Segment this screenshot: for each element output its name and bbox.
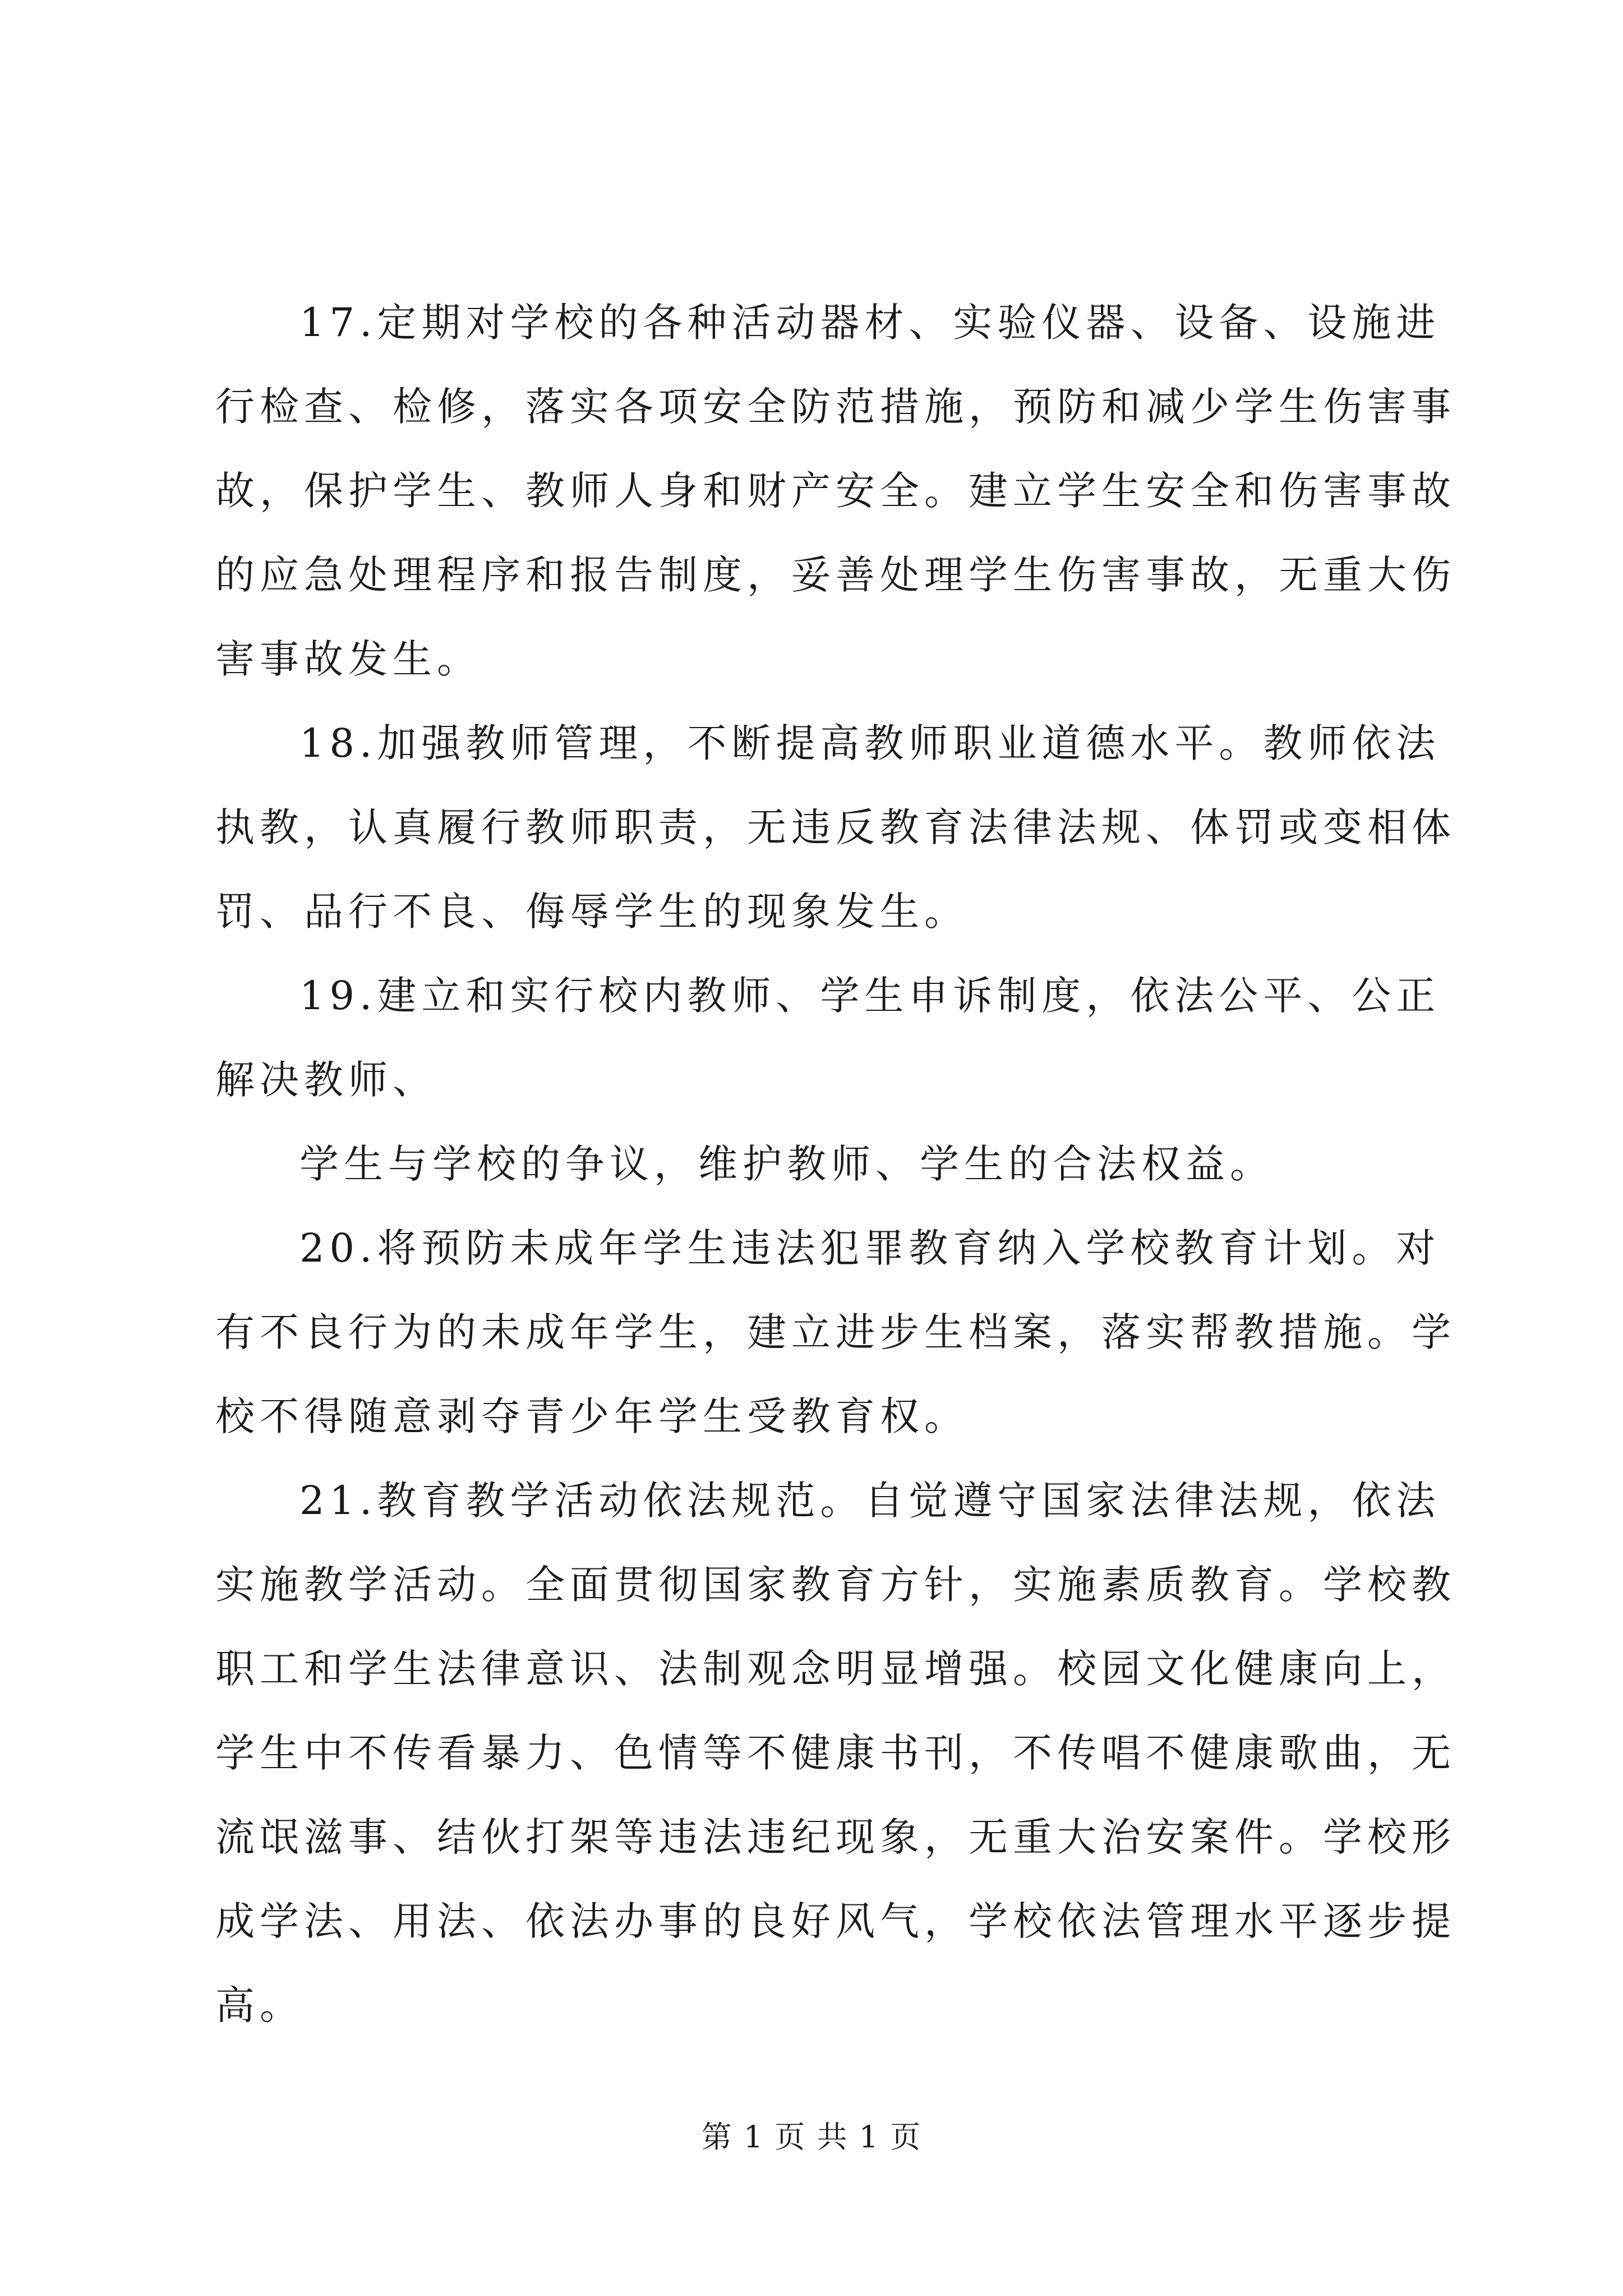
paragraph-17-line-4: 的应急处理程序和报告制度，妥善处理学生伤害事故，无重大伤 (215, 552, 1456, 598)
paragraph-20-line-2: 有不良行为的未成年学生，建立进步生档案，落实帮教措施。学 (215, 1309, 1456, 1355)
paragraph-21-line-5: 流氓滋事、结伙打架等违法违纪现象，无重大治安案件。学校形 (215, 1814, 1456, 1860)
page-number-footer: 第 1 页 共 1 页 (701, 2119, 922, 2155)
paragraph-21-line-2: 实施教学活动。全面贯彻国家教育方针，实施素质教育。学校教 (215, 1562, 1456, 1608)
paragraph-19-continuation: 学生与学校的争议，维护教师、学生的合法权益。 (299, 1141, 1274, 1187)
paragraph-18-line-1: 18.加强教师管理，不断提高教师职业道德水平。教师依法 (299, 720, 1441, 766)
paragraph-17-line-2: 行检查、检修，落实各项安全防范措施，预防和减少学生伤害事 (215, 384, 1456, 430)
paragraph-21-line-7: 高。 (215, 1982, 304, 2028)
paragraph-21-line-4: 学生中不传看暴力、色情等不健康书刊，不传唱不健康歌曲，无 (215, 1730, 1456, 1776)
paragraph-18-line-3: 罚、品行不良、侮辱学生的现象发生。 (215, 889, 969, 935)
paragraph-19-line-1: 19.建立和实行校内教师、学生申诉制度，依法公平、公正 (299, 973, 1441, 1019)
paragraph-17-line-5: 害事故发生。 (215, 636, 481, 682)
paragraph-21-line-6: 成学法、用法、依法办事的良好风气，学校依法管理水平逐步提 (215, 1898, 1456, 1944)
paragraph-18-line-2: 执教，认真履行教师职责，无违反教育法律法规、体罚或变相体 (215, 804, 1456, 850)
paragraph-19-line-2: 解决教师、 (215, 1057, 437, 1103)
paragraph-20-line-3: 校不得随意剥夺青少年学生受教育权。 (215, 1393, 969, 1439)
paragraph-20-line-1: 20.将预防未成年学生违法犯罪教育纳入学校教育计划。对 (299, 1225, 1441, 1271)
paragraph-17-line-3: 故，保护学生、教师人身和财产安全。建立学生安全和伤害事故 (215, 468, 1456, 514)
paragraph-21-line-3: 职工和学生法律意识、法制观念明显增强。校园文化健康向上， (215, 1646, 1456, 1692)
paragraph-17-line-1: 17.定期对学校的各种活动器材、实验仪器、设备、设施进 (299, 300, 1441, 346)
paragraph-21-line-1: 21.教育教学活动依法规范。自觉遵守国家法律法规，依法 (299, 1478, 1441, 1524)
document-body (215, 280, 1456, 2047)
